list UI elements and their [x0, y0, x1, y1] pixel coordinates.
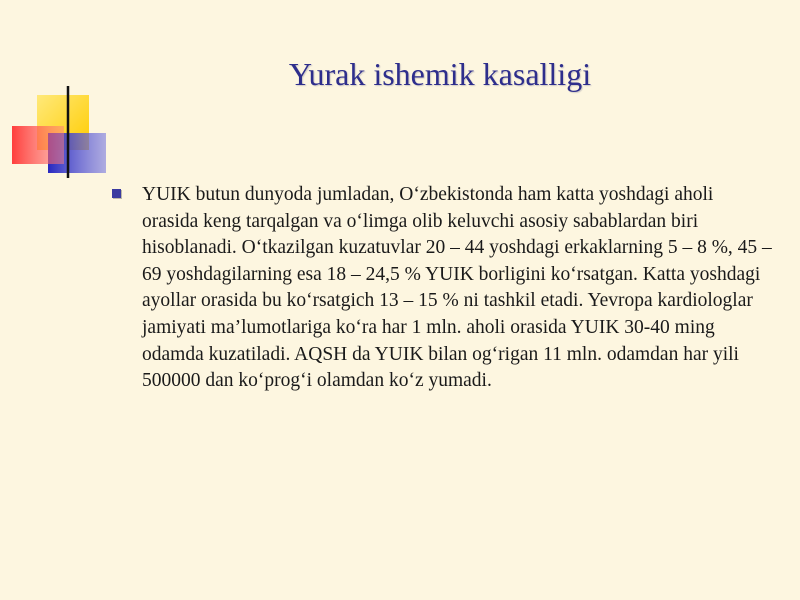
bullet-list — [112, 182, 772, 395]
deco-red-square — [12, 126, 64, 164]
square-bullet-icon — [112, 189, 121, 198]
list-item — [112, 182, 772, 395]
bullet-text: YUIK butun dunyoda jumladan, O‘zbekistonda ham katta yoshdagi aholi orasida keng tarqalgan va o‘limga olib keluvchi asosiy sabablardan biri hisoblanadi. O‘tkazilgan kuzatuvlar 20 – 44 yoshdagi erkaklarning 5 – 8 %, 45 – 69 yoshdagilarning esa 18 – 24,5 % YUIK borligini ko‘rsatgan. Katta yoshdagi ayollar orasida bu ko‘rsatgich 13 – 15 % ni tashkil etadi. Yevropa kardiologlar jamiyati ma’lumotlariga ko‘ra har 1 mln. aholi orasida YUIK 30-40 ming odamda kuzatiladi. AQSH da YUIK bilan og‘rigan 11 mln. odamdan har yili 500000 dan ko‘prog‘i olamdan ko‘z yumadi. — [142, 184, 772, 392]
decorative-corner-graphic — [0, 0, 800, 200]
slide-title: Yurak ishemik kasalligi — [288, 56, 592, 92]
